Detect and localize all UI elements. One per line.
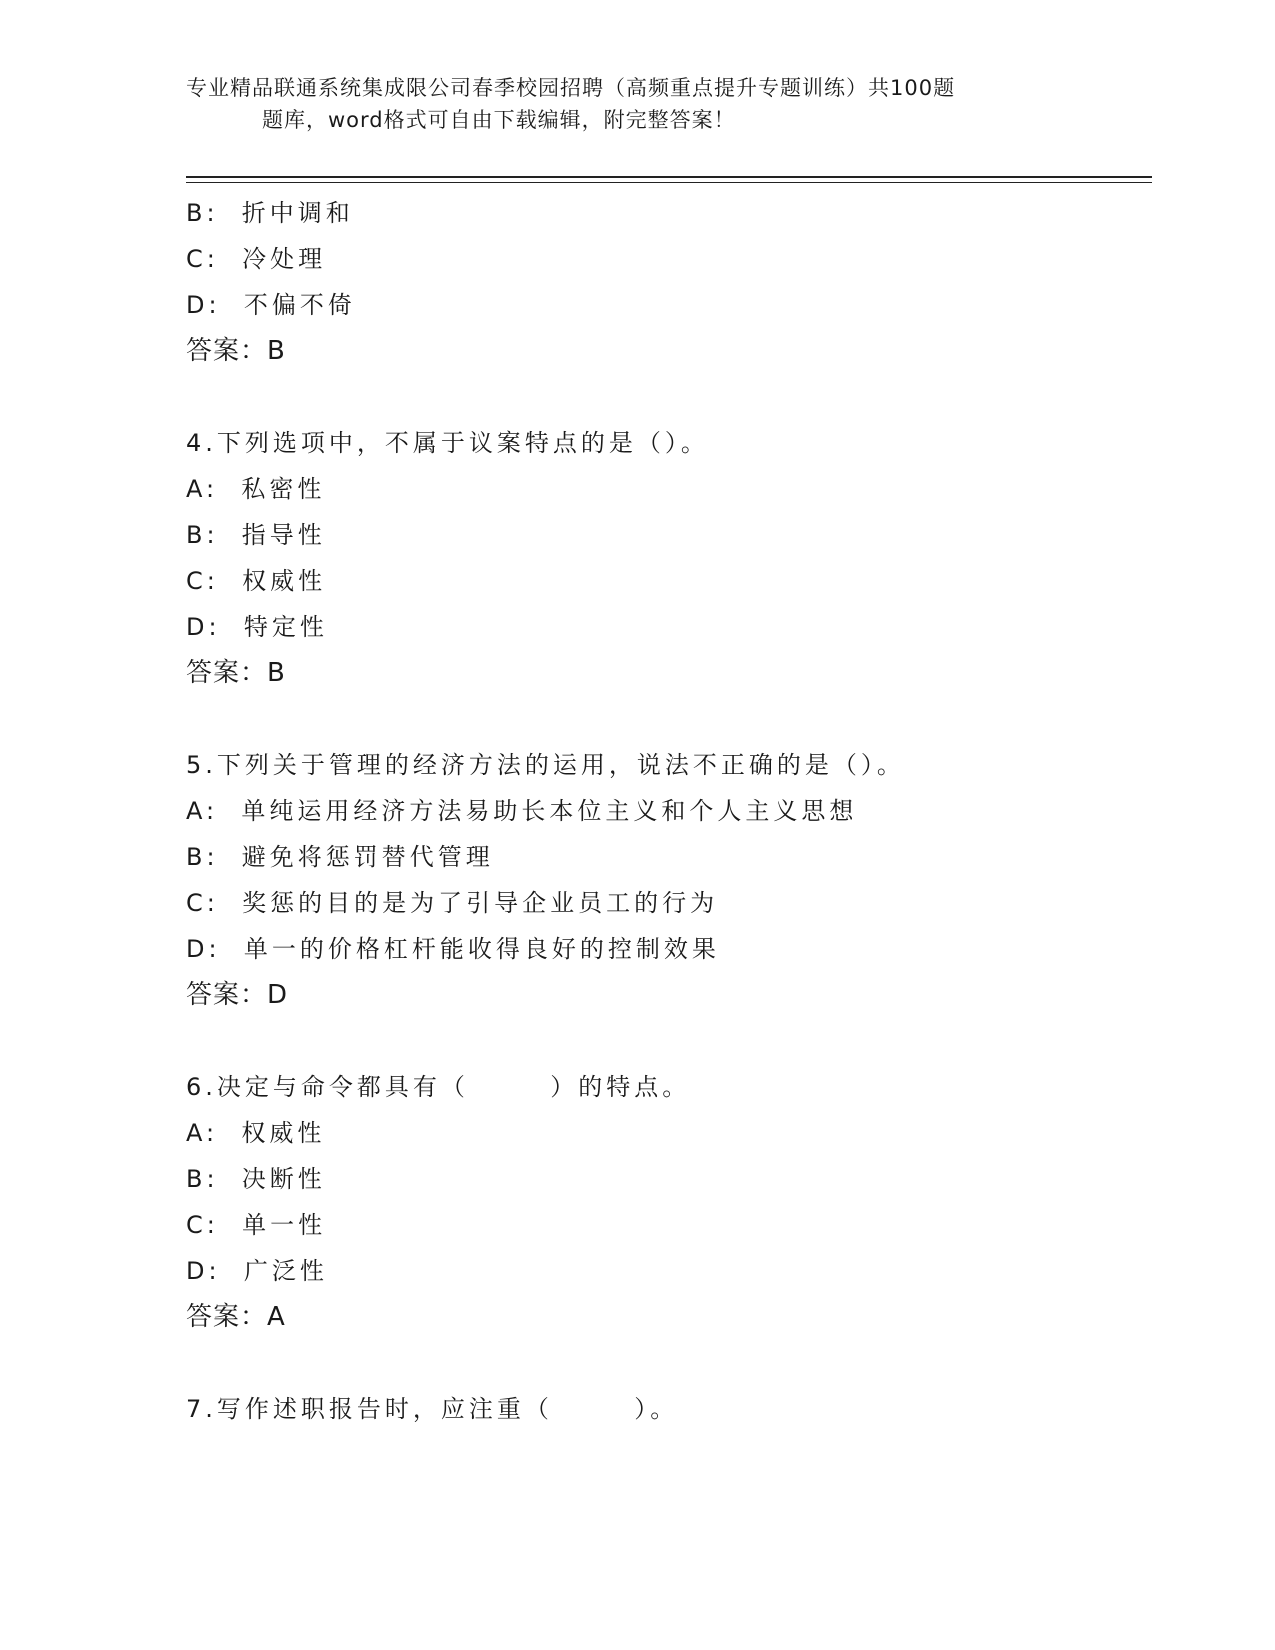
option-c: C: 奖惩的目的是为了引导企业员工的行为 [186, 889, 719, 917]
answer: 答案：B [186, 658, 286, 688]
question-text: 6.决定与命令都具有（ ）的特点。 [186, 1073, 691, 1101]
option-d: D: 广泛性 [186, 1257, 328, 1285]
header-divider-thick [186, 176, 1152, 178]
header-title-line-1: 专业精品联通系统集成限公司春季校园招聘（高频重点提升专题训练）共100题 [186, 76, 956, 100]
question-text: 4.下列选项中，不属于议案特点的是（）。 [186, 429, 709, 457]
option-b: B: 决断性 [186, 1165, 326, 1193]
option-a: A: 私密性 [186, 475, 326, 503]
header-title-line-2: 题库，word格式可自由下载编辑，附完整答案！ [262, 108, 736, 132]
option-c: C: 冷处理 [186, 245, 327, 273]
document-header [186, 72, 1086, 136]
spacer [186, 374, 1126, 420]
option-c: C: 权威性 [186, 567, 327, 595]
spacer [186, 1340, 1126, 1386]
option-d: D: 单一的价格杠杆能收得良好的控制效果 [186, 935, 720, 963]
question-list [186, 190, 1126, 1432]
question-text: 5.下列关于管理的经济方法的运用，说法不正确的是（）。 [186, 751, 905, 779]
question-5 [186, 742, 1126, 1018]
spacer [186, 696, 1126, 742]
option-b: B: 折中调和 [186, 199, 354, 227]
option-b: B: 避免将惩罚替代管理 [186, 843, 494, 871]
option-d: D: 不偏不倚 [186, 291, 356, 319]
question-text: 7.写作述职报告时，应注重（ ）。 [186, 1395, 679, 1423]
answer: 答案：A [186, 1302, 286, 1332]
header-divider-thin [186, 182, 1152, 183]
question-3-remainder [186, 190, 1126, 374]
option-b: B: 指导性 [186, 521, 326, 549]
spacer [186, 1018, 1126, 1064]
question-7 [186, 1386, 1126, 1432]
option-d: D: 特定性 [186, 613, 328, 641]
option-a: A: 权威性 [186, 1119, 326, 1147]
question-4 [186, 420, 1126, 696]
option-c: C: 单一性 [186, 1211, 327, 1239]
question-6 [186, 1064, 1126, 1340]
answer: 答案：B [186, 336, 286, 366]
answer: 答案：D [186, 980, 289, 1010]
option-a: A: 单纯运用经济方法易助长本位主义和个人主义思想 [186, 797, 858, 825]
